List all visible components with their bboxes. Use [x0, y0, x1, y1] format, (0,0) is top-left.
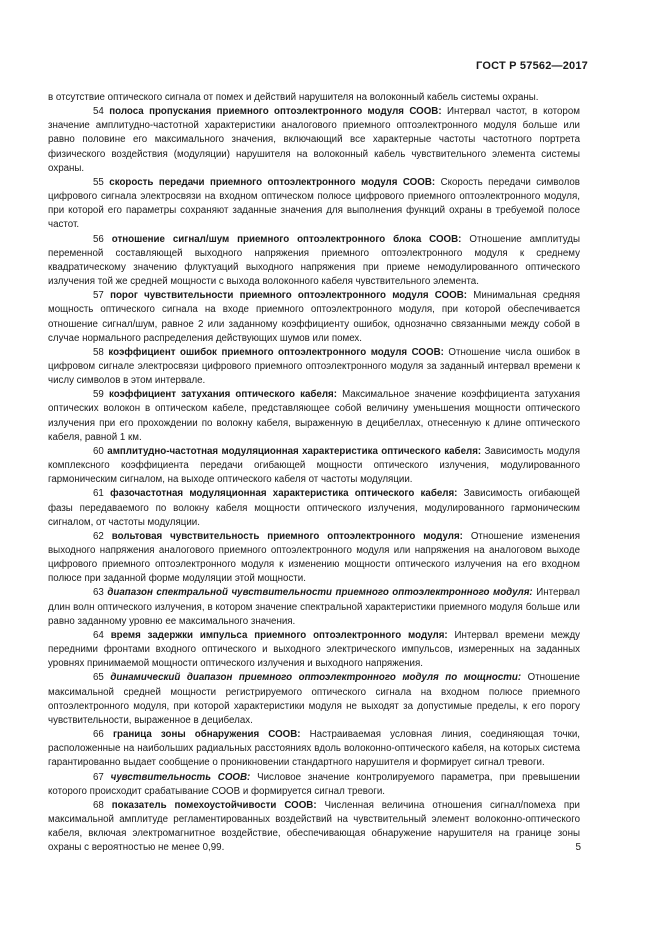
- term-title: полоса пропускания приемного оптоэлектронного модуля СООВ:: [109, 106, 442, 118]
- continuation-paragraph: в отсутствие оптического сигнала от помех и действий нарушителя на волоконный кабель системы охраны.: [48, 92, 539, 103]
- entry-number: 60: [93, 445, 104, 457]
- term-entry-54: [48, 105, 580, 176]
- entry-number: 64: [93, 629, 104, 641]
- entry-number: 56: [93, 233, 104, 245]
- entry-number: 58: [93, 346, 104, 358]
- term-title: порог чувствительности приемного оптоэлектронного модуля СООВ:: [110, 290, 468, 302]
- term-title: граница зоны обнаружения СООВ:: [112, 729, 301, 741]
- term-definition: Скорость передачи символов цифрового сигнала электросвязи на входном оптическом полюсе цифрового приемного оптоэлектронного модуля, при которой его параметры сохраняют заданные значения для выполнения функций охраны в требуемой полосе частот.: [48, 176, 580, 231]
- term-title: коэффициент ошибок приемного оптоэлектронного модуля СООВ:: [108, 346, 444, 358]
- document-standard-header: ГОСТ Р 57562—2017: [476, 60, 588, 72]
- term-entry-56: [48, 233, 580, 290]
- term-definition: Зависимость огибающей фазы передаваемого по волокну кабеля мощности оптического излучения, модулированного гармоническим сигналом, от частоты модуляции.: [48, 488, 580, 528]
- term-entry-67: [48, 771, 580, 799]
- term-entry-57: [48, 289, 580, 346]
- entry-number: 67: [93, 771, 104, 783]
- term-title: амплитудно-частотная модуляционная характеристика оптического кабеля:: [107, 445, 482, 457]
- term-definition: Отношение максимальной средней мощности регистрируемого оптического сигнала на входном полюсе приемного оптоэлектронного модуля, при которой характеристики модуля не выходят за допустимые пределы, к его порогу чувствительности, выраженное в децибелах.: [48, 672, 580, 726]
- term-definition: Интервал частот, в котором значение амплитудно-частотной характеристики аналогового приемного оптоэлектронного модуля больше или равно половине его максимального значения, включающий все характерные частоты частотного портрета физического воздействия (модуляции) нарушителя на волоконный кабель чувствительного элемента системы охраны.: [48, 106, 580, 174]
- term-definition: Интервал длин волн оптического излучения, в котором значение спектральной характеристики приемного модуля больше или равно заданному уровню ее максимального значения.: [48, 587, 580, 627]
- page-number: 5: [575, 842, 581, 853]
- term-entry-62: [48, 530, 580, 587]
- entry-number: 57: [93, 290, 104, 302]
- term-definition: Минимальная средняя мощность оптического сигнала на входе приемного оптоэлектронного модуля, при которой обеспечивается отношение сигнал/шум, равное 2 или заданному коэффициенту ошибок, однозначно связанными между собой в случае нормального распределения действующих шумов или помех.: [48, 290, 580, 344]
- term-definition: Числовое значение контролируемого параметра, при превышении которого происходит срабатывание СООВ и формируется сигнал тревоги.: [48, 771, 580, 797]
- term-title: отношение сигнал/шум приемного оптоэлектронного блока СООВ:: [111, 233, 462, 245]
- term-definition: Интервал времени между передними фронтами входного оптического и выходного электрического импульсов, измеренных на заданных уровнях принимаемой мощности оптического излучения и выходного напряжения.: [48, 629, 581, 670]
- entry-number: 65: [93, 672, 104, 684]
- term-title: время задержки импульса приемного оптоэлектронного модуля:: [110, 629, 448, 641]
- term-entry-60: [48, 445, 580, 487]
- term-definition: Настраиваемая условная линия, соединяющая точки, расположенные на наибольших радиальных расстояниях вдоль волоконно-оптического кабеля, на которых система гарантированно выдает сообщение о проникновении стандартного нарушителя и формирует сигнал тревоги.: [48, 729, 580, 769]
- term-definition: Отношение амплитуды переменной составляющей выходного напряжения приемного оптоэлектронного модуля к среднему квадратическому значению флуктуаций выходного напряжения при приеме немодулированного оптического излучения той же средней мощности с выхода волоконного кабеля чувствительного элемента.: [48, 233, 580, 288]
- term-entry-68: [48, 799, 580, 856]
- term-entry-63: [48, 586, 580, 628]
- entry-number: 68: [93, 799, 104, 811]
- term-definition: Отношение изменения выходного напряжения аналогового приемного оптоэлектронного модуля или напряжения на аналоговом выходе цифрового приемного оптоэлектронного модуля к изменению мощности оптического излучения на его входном полюсе при заданной форме модуляции этой мощности.: [48, 530, 581, 585]
- term-entry-55: [48, 176, 580, 233]
- term-entry-59: [48, 388, 580, 445]
- entry-number: 59: [93, 389, 104, 401]
- term-title: показатель помехоустойчивости СООВ:: [111, 799, 317, 811]
- term-entry-65: [48, 671, 580, 728]
- term-title: динамический диапазон приемного оптоэлектронного модуля по мощности:: [110, 672, 522, 684]
- term-definition: Отношение числа ошибок в цифровом сигнале электросвязи цифрового приемного оптоэлектронного модуля за заданный интервал времени к числу символов в этом интервале.: [48, 346, 580, 387]
- term-title: скорость передачи приемного оптоэлектронного модуля СООВ:: [109, 176, 436, 188]
- term-definition: Зависимость модуля комплексного коэффициента передачи огибающей мощности оптического излучения, модулированного гармоническим сигналом, на выходе оптического кабеля от частоты модуляции.: [48, 445, 580, 486]
- entry-number: 61: [93, 488, 104, 500]
- term-definition: Максимальное значение коэффициента затухания оптических волокон в оптическом кабеле, представляющее собой величину уменьшения мощности оптического излучения при его прохождении по волокну кабеля, выраженную в децибеллах, отнесенную к длине оптического кабеля, равной 1 км.: [48, 389, 580, 443]
- term-entry-61: [48, 487, 580, 529]
- document-body: [48, 91, 580, 855]
- entry-number: 54: [93, 106, 104, 118]
- term-definition: Численная величина отношения сигнал/помеха при максимальной амплитуде регламентированных воздействий на чувствительный элемент волоконно-оптического кабеля, включая электромагнитное воздействие, обеспечивающая обнаружение нарушителя на границе зоны охраны с вероятностью не менее 0,99.: [48, 799, 580, 854]
- term-entry-66: [48, 728, 580, 770]
- term-title: диапазон спектральной чувствительности приемного оптоэлектронного модуля:: [107, 587, 533, 599]
- term-entry-64: [48, 629, 580, 671]
- entry-number: 55: [93, 176, 104, 188]
- entry-number: 66: [93, 729, 104, 741]
- entry-number: 63: [93, 587, 104, 599]
- entry-number: 62: [93, 530, 104, 542]
- term-entry-58: [48, 346, 580, 388]
- term-title: чувствительность СООВ:: [110, 771, 251, 783]
- term-title: вольтовая чувствительность приемного оптоэлектронного модуля:: [111, 530, 463, 542]
- term-title: фазочастотная модуляционная характеристика оптического кабеля:: [110, 488, 458, 500]
- term-title: коэффициент затухания оптического кабеля:: [108, 389, 337, 401]
